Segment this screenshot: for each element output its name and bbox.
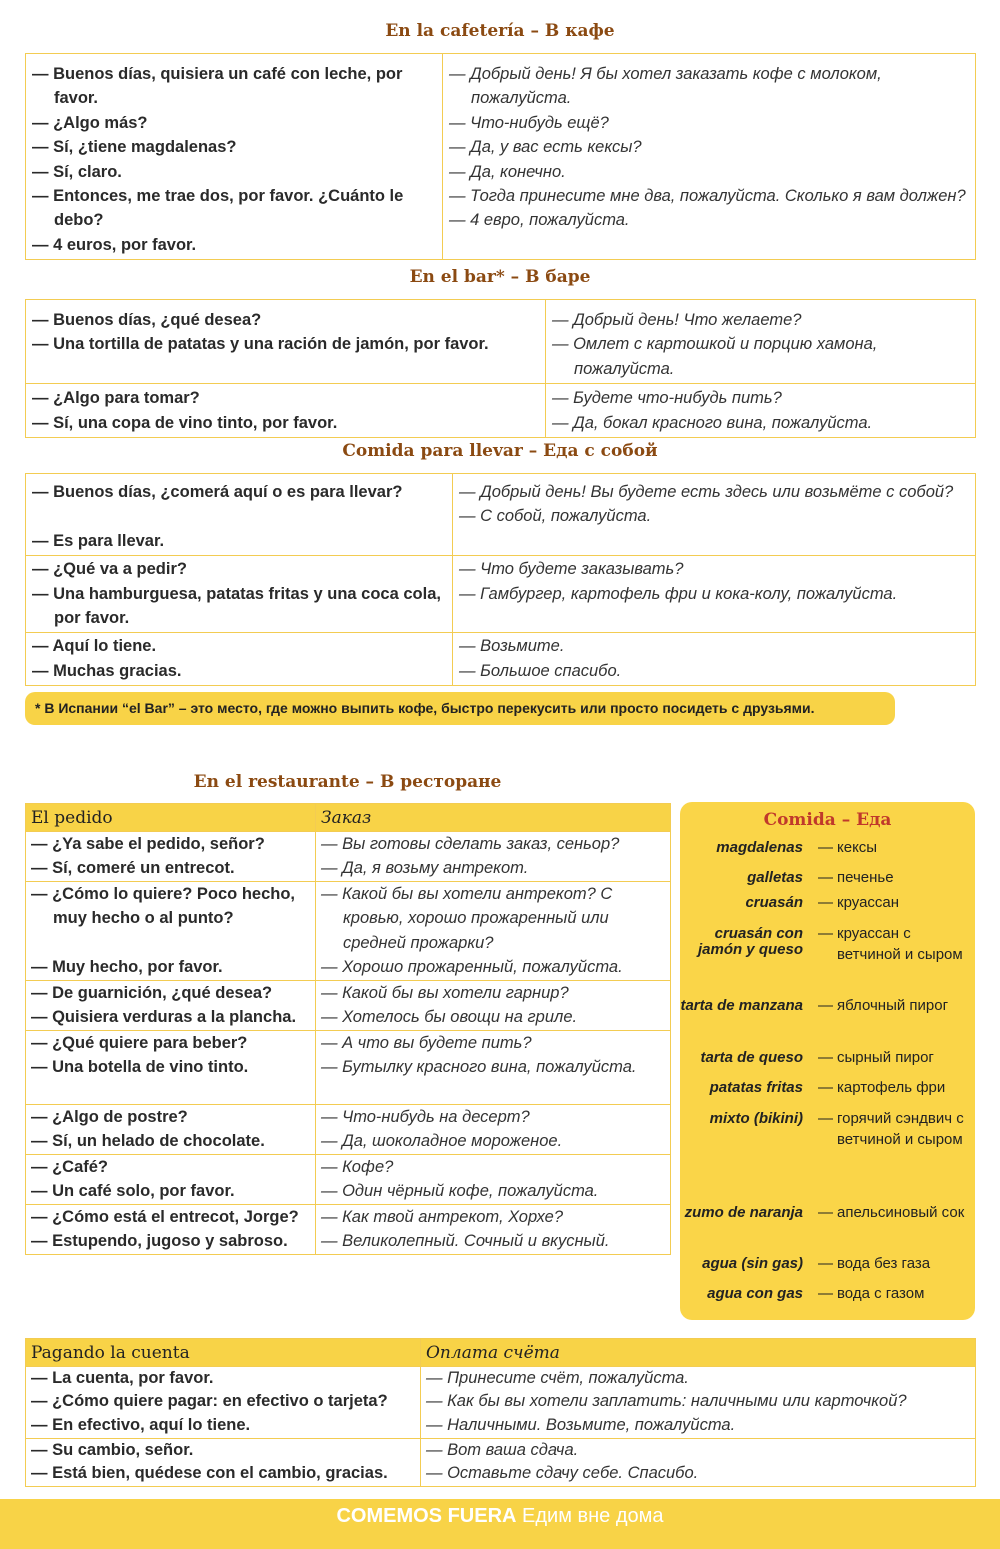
vocab-russian: вода с газом	[837, 1285, 925, 1302]
table-row	[26, 1154, 671, 1204]
table-row	[26, 980, 671, 1030]
vocab-spanish: tarta de manzana	[680, 997, 803, 1014]
dialogue-line: — Sí, una copa de vino tinto, por favor.	[32, 413, 338, 432]
takeaway-russian-cell	[453, 556, 976, 633]
vocab-spanish: patatas fritas	[709, 1079, 803, 1096]
table-header-row	[26, 1339, 976, 1367]
dialogue-line: — Una tortilla de patatas y una ración de jamón, por favor.	[32, 335, 489, 354]
restaurant-spanish-cell	[26, 980, 316, 1030]
vocab-spanish: agua (sin gas)	[702, 1255, 803, 1272]
bar-title: En el bar* – В баре	[409, 267, 591, 287]
dialogue-line: — Está bien, quédese con el cambio, gracias.	[31, 1464, 388, 1482]
vocab-spanish: cruasán	[745, 894, 803, 911]
dialogue-line: — ¿Qué quiere para beber?	[31, 1033, 248, 1052]
takeaway-spanish-cell	[26, 556, 453, 633]
takeaway-russian-cell	[453, 474, 976, 556]
dialogue-line: — Buenos días, quisiera un café con leche, por favor.	[32, 65, 403, 108]
dialogue-line: — Да, шоколадное мороженое.	[321, 1132, 563, 1150]
dialogue-line: — Кофе?	[321, 1157, 394, 1176]
table-row	[26, 474, 976, 556]
dialogue-line: — Un café solo, por favor.	[31, 1182, 235, 1200]
header-russian: Оплата счёта	[421, 1339, 976, 1367]
vocab-spanish: galletas	[747, 869, 803, 886]
dialogue-line: — Entonces, me trae dos, por favor. ¿Cuánto le debo?	[32, 187, 404, 230]
bill-russian-cell	[421, 1366, 976, 1438]
dialogue-line: — Buenos días, ¿comerá aquí o es para llevar?	[32, 483, 403, 501]
table-row	[26, 1438, 976, 1486]
dialogue-line: — Да, бокал красного вина, пожалуйста.	[552, 413, 873, 432]
vocab-russian: кексы	[837, 839, 878, 856]
dialogue-line: — Да, у вас есть кексы?	[449, 138, 642, 157]
table-row	[26, 54, 976, 260]
dialogue-line: — Один чёрный кофе, пожалуйста.	[321, 1182, 599, 1200]
table-header-row	[26, 804, 671, 832]
vocab-spanish: agua con gas	[707, 1285, 803, 1302]
dialogue-line: — ¿Cómo está el entrecot, Jorge?	[31, 1207, 299, 1226]
dialogue-line: — Sí, ¿tiene magdalenas?	[32, 138, 237, 157]
food-vocabulary-panel	[680, 802, 975, 1320]
restaurant-russian-cell	[316, 1204, 671, 1254]
vocab-dash: —	[818, 997, 833, 1014]
dialogue-line: — Muy hecho, por favor.	[31, 957, 223, 976]
dialogue-line: — Да, я возьму антрекот.	[321, 859, 529, 877]
vocab-russian: картофель фри	[837, 1079, 946, 1096]
vocab-dash: —	[818, 1255, 833, 1272]
dialogue-line: — Хорошо прожаренный, пожалуйста.	[321, 958, 623, 976]
dialogue-line: — Добрый день! Вы будете есть здесь или возьмёте с собой?	[459, 483, 954, 501]
dialogue-line: — Aquí lo tiene.	[32, 637, 157, 656]
dialogue-line: — Sí, claro.	[32, 162, 122, 181]
dialogue-line: — ¿Algo más?	[32, 113, 148, 132]
dialogue-line: — Какой бы вы хотели гарнир?	[321, 983, 569, 1002]
dialogue-line: — Добрый день! Что желаете?	[552, 311, 802, 329]
dialogue-line: — Принесите счёт, пожалуйста.	[426, 1368, 689, 1387]
restaurant-spanish-cell	[26, 1204, 316, 1254]
table-row	[26, 300, 976, 384]
table-row	[26, 633, 976, 686]
vocab-spanish: tarta de queso	[700, 1049, 803, 1066]
footer-spanish: COMEMOS FUERA	[336, 1505, 517, 1527]
vocab-russian: круассан с ветчиной и сыром	[837, 925, 963, 963]
bill-russian-cell	[421, 1438, 976, 1486]
vocab-russian: апельсиновый сок	[837, 1204, 965, 1221]
cafe-spanish-column	[26, 54, 443, 260]
dialogue-line: — Es para llevar.	[32, 531, 165, 550]
dialogue-line: — Великолепный. Сочный и вкусный.	[321, 1232, 610, 1250]
dialogue-line: — Как бы вы хотели заплатить: наличными или карточкой?	[426, 1392, 907, 1410]
dialogue-line: — Добрый день! Я бы хотел заказать кофе с молоком, пожалуйста.	[449, 65, 882, 108]
restaurant-spanish-cell	[26, 831, 316, 881]
vocab-russian: круассан	[837, 894, 900, 911]
restaurant-russian-cell	[316, 1154, 671, 1204]
vocab-spanish: cruasán con jamón y queso	[697, 925, 803, 958]
vocab-dash: —	[818, 1049, 833, 1066]
dialogue-line: — Su cambio, señor.	[31, 1440, 194, 1459]
dialogue-line: — De guarnición, ¿qué desea?	[31, 983, 273, 1002]
dialogue-line: — Sí, comeré un entrecot.	[31, 859, 235, 877]
vocab-dash: —	[818, 869, 833, 886]
dialogue-line: — Что будете заказывать?	[459, 560, 684, 579]
cafe-dialogue-table	[25, 53, 976, 260]
header-spanish: El pedido	[26, 804, 316, 832]
bar-spanish-cell	[26, 384, 546, 438]
vocab-dash: —	[818, 1110, 833, 1127]
dialogue-line: — En efectivo, aquí lo tiene.	[31, 1415, 251, 1434]
bar-russian-cell	[546, 300, 976, 384]
vocab-dash: —	[818, 925, 833, 942]
dialogue-line: — Buenos días, ¿qué desea?	[32, 311, 262, 329]
table-row	[26, 831, 671, 881]
vocab-russian: печенье	[837, 869, 894, 886]
vocab-spanish: mixto (bikini)	[709, 1110, 803, 1127]
dialogue-line: — Какой бы вы хотели антрекот? С кровью, хорошо прожаренный или средней прожарки?	[321, 884, 613, 952]
dialogue-line: — Estupendo, jugoso y sabroso.	[31, 1232, 288, 1250]
table-row	[26, 1204, 671, 1254]
vocab-russian: сырный пирог	[837, 1049, 934, 1066]
cafe-russian-column	[443, 54, 976, 260]
restaurant-spanish-cell	[26, 1030, 316, 1104]
restaurant-russian-cell	[316, 980, 671, 1030]
vocab-dash: —	[818, 1204, 833, 1221]
vocab-russian: яблочный пирог	[837, 997, 949, 1014]
takeaway-spanish-cell	[26, 633, 453, 686]
takeaway-spanish-cell	[26, 474, 453, 556]
dialogue-line: — ¿Cómo lo quiere? Poco hecho, muy hecho o al punto?	[31, 884, 296, 927]
restaurant-russian-cell	[316, 831, 671, 881]
restaurant-russian-cell	[316, 1104, 671, 1154]
takeaway-dialogue-table	[25, 473, 976, 686]
dialogue-line: — ¿Café?	[31, 1157, 109, 1176]
table-row	[26, 1366, 976, 1438]
restaurant-title: En el restaurante – В ресторане	[193, 772, 502, 792]
dialogue-line: — ¿Ya sabe el pedido, señor?	[31, 834, 265, 853]
dialogue-line: — С собой, пожалуйста.	[459, 507, 652, 526]
table-row	[26, 384, 976, 438]
bill-dialogue-table	[25, 1338, 976, 1487]
vocab-russian: вода без газа	[837, 1255, 931, 1272]
vocab-spanish: magdalenas	[716, 839, 803, 856]
bar-footnote: * В Испании “el Bar” – это место, где можно выпить кофе, быстро перекусить или просто посидеть с друзьями.	[25, 692, 895, 725]
vocab-russian: горячий сэндвич с ветчиной и сыром	[837, 1110, 964, 1148]
dialogue-line: — Una hamburguesa, patatas fritas y una coca cola, por favor.	[32, 584, 441, 628]
dialogue-line: — ¿Qué va a pedir?	[32, 560, 187, 579]
bar-dialogue-table	[25, 299, 976, 438]
bill-spanish-cell	[26, 1438, 421, 1486]
table-row	[26, 1030, 671, 1104]
table-row	[26, 556, 976, 633]
dialogue-line: — Хотелось бы овощи на гриле.	[321, 1008, 578, 1026]
dialogue-line: — Как твой антрекот, Хорхе?	[321, 1207, 564, 1226]
dialogue-line: — Омлет с картошкой и порцию хамона, пожалуйста.	[552, 335, 878, 378]
page-footer	[0, 1499, 1000, 1549]
dialogue-line: — Muchas gracias.	[32, 661, 182, 680]
dialogue-line: — Una botella de vino tinto.	[31, 1058, 249, 1076]
vocab-spanish: zumo de naranja	[684, 1204, 803, 1221]
food-panel-title: Comida – Еда	[763, 810, 892, 830]
dialogue-line: — Наличными. Возьмите, пожалуйста.	[426, 1415, 736, 1434]
dialogue-line: — Бутылку красного вина, пожалуйста.	[321, 1058, 637, 1076]
dialogue-line: — Возьмите.	[459, 637, 565, 656]
dialogue-line: — Большое спасибо.	[459, 661, 622, 680]
dialogue-line: — Что-нибудь на десерт?	[321, 1107, 530, 1126]
restaurant-spanish-cell	[26, 881, 316, 980]
restaurant-spanish-cell	[26, 1104, 316, 1154]
dialogue-line: — Тогда принесите мне два, пожалуйста. Сколько я вам должен?	[449, 187, 966, 206]
restaurant-russian-cell	[316, 1030, 671, 1104]
dialogue-line: — Что-нибудь ещё?	[449, 113, 609, 132]
restaurant-dialogue-table	[25, 803, 671, 1255]
dialogue-line: — 4 euros, por favor.	[32, 235, 197, 254]
dialogue-line: — ¿Algo de postre?	[31, 1107, 188, 1126]
dialogue-line: — Вот ваша сдача.	[426, 1440, 579, 1459]
dialogue-line: — 4 евро, пожалуйста.	[449, 211, 630, 230]
table-row	[26, 881, 671, 980]
bar-spanish-cell	[26, 300, 546, 384]
restaurant-spanish-cell	[26, 1154, 316, 1204]
dialogue-line: — Sí, un helado de chocolate.	[31, 1132, 265, 1150]
vocab-dash: —	[818, 839, 833, 856]
takeaway-russian-cell	[453, 633, 976, 686]
dialogue-line: — ¿Cómo quiere pagar: en efectivo o tarjeta?	[31, 1392, 388, 1410]
footer-russian: Едим вне дома	[522, 1505, 664, 1527]
header-russian: Заказ	[316, 804, 671, 832]
cafe-title: En la cafetería – В кафе	[385, 21, 615, 41]
takeaway-title: Comida para llevar – Еда с собой	[342, 441, 658, 461]
bill-spanish-cell	[26, 1366, 421, 1438]
dialogue-line: — А что вы будете пить?	[321, 1033, 532, 1052]
dialogue-line: — Гамбургер, картофель фри и кока-колу, пожалуйста.	[459, 584, 898, 603]
bar-russian-cell	[546, 384, 976, 438]
dialogue-line: — Будете что-нибудь пить?	[552, 389, 782, 408]
dialogue-line: — Quisiera verduras a la plancha.	[31, 1008, 297, 1026]
table-row	[26, 1104, 671, 1154]
vocab-dash: —	[818, 894, 833, 911]
dialogue-line: — La cuenta, por favor.	[31, 1368, 214, 1387]
dialogue-line: — Оставьте сдачу себе. Спасибо.	[426, 1464, 699, 1482]
dialogue-line: — Вы готовы сделать заказ, сеньор?	[321, 834, 620, 853]
header-spanish: Pagando la cuenta	[26, 1339, 421, 1367]
restaurant-russian-cell	[316, 881, 671, 980]
dialogue-line: — Да, конечно.	[449, 162, 566, 181]
vocab-dash: —	[818, 1079, 833, 1096]
dialogue-line: — ¿Algo para tomar?	[32, 389, 200, 408]
vocab-dash: —	[818, 1285, 833, 1302]
